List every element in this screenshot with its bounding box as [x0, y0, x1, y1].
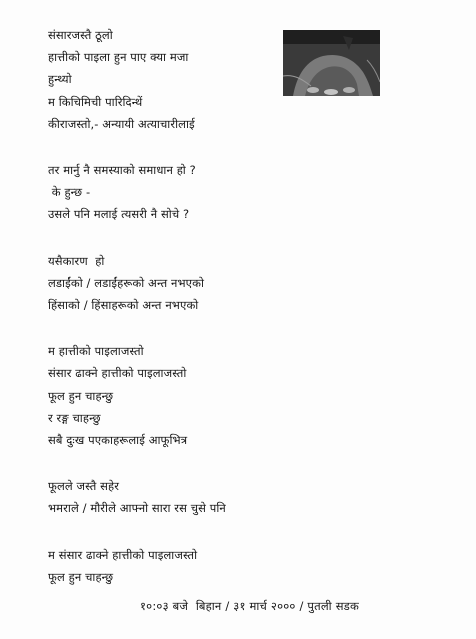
stanza-4	[48, 340, 378, 451]
poem-line: यसैकारण हो	[48, 253, 105, 268]
poem-line: तर मार्नु नै समस्याको समाधान हो ?	[48, 163, 196, 178]
poem-line: लडाईंको / लडाईंहरूको अन्त नभएको	[48, 275, 205, 290]
poem-line: फूलले जस्तै सहेर	[48, 479, 120, 494]
poem-line: र रङ्ग चाहन्छु	[48, 410, 101, 425]
elephant-foot-icon	[283, 30, 380, 96]
poem-line: उसले पनि मलाई त्यसरी नै सोचे ?	[48, 207, 190, 222]
poem-line: हुन्थ्यो	[48, 72, 72, 87]
elephant-foot-photo	[283, 30, 380, 96]
poem-line: के हुन्छ -	[48, 185, 91, 200]
poem-line: कीराजस्तो,- अन्यायी अत्याचारीलाई	[48, 116, 195, 131]
poem-line: संसारजस्तै ठूलो	[48, 28, 113, 42]
poem-line: म संसार ढाक्ने हात्तीको पाइलाजस्तो	[48, 547, 198, 562]
poem-line: हात्तीको पाइला हुन पाए क्या मजा	[48, 50, 189, 65]
poem-line: भमराले / मौरीले आफ्नो सारा रस चुसे पनि	[48, 501, 226, 516]
stanza-2	[48, 159, 378, 226]
poem	[48, 24, 378, 612]
poem-line: फूल हुन चाहन्छु	[48, 388, 114, 403]
poem-line: म किचिमिची पारिदिन्थें	[48, 94, 143, 109]
stanza-6	[48, 544, 378, 588]
poem-line: म हात्तीको पाइलाजस्तो	[48, 344, 144, 359]
footer-dateline: १०:०३ बजे बिहान / ३१ मार्च २००० / पुतली सडक	[140, 599, 360, 613]
stanza-3	[48, 250, 378, 317]
stanza-5	[48, 475, 378, 519]
poem-line: फूल हुन चाहन्छु	[48, 569, 114, 584]
poem-line: संसार ढाक्ने हात्तीको पाइलाजस्तो	[48, 366, 187, 381]
poem-line: हिंसाको / हिंसाहरूको अन्त नभएको	[48, 298, 199, 313]
poem-line: सबै दुःख पएकाहरूलाई आफूभित्र	[48, 433, 188, 448]
